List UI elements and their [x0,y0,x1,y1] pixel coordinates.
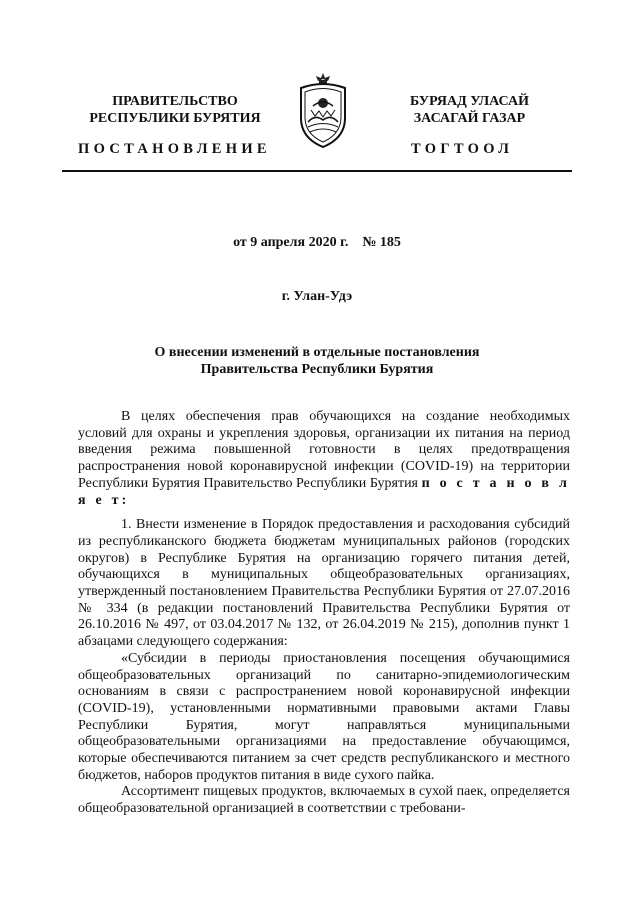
government-name-line1: ПРАВИТЕЛЬСТВО [112,94,238,109]
quoted-paragraph-2: Ассортимент пищевых продуктов, включаемых в сухой паек, определяется общеобразовательной организацией в соответствии с требовани- [78,784,570,817]
government-name-buryat-line2: ЗАСАГАЙ ГАЗАР [413,111,526,126]
document-date-number: от 9 апреля 2020 г. № 185 [233,235,401,250]
preamble-paragraph [78,409,570,509]
document-title-line2: Правительства Республики Бурятия [200,362,434,377]
header-divider [62,170,572,172]
preamble-text: В целях обеспечения прав обучающихся на создание необходимых условий для охраны и укрепления здоровья, организации их питания на период введения режима повышенной готовности в целях предотвращения распространения новой коронавирусной инфекции (COVID-19) на территории Республики Бурятия Правительство Республики Бурятия [78,409,570,491]
document-title [62,344,572,378]
government-name-line2: РЕСПУБЛИКИ БУРЯТИЯ [89,111,261,126]
coat-of-arms-icon [295,70,351,150]
document-city: г. Улан-Удэ [281,289,353,304]
document-body [78,409,570,818]
government-name-buryat-line1: БУРЯАД УЛАСАЙ [410,94,529,109]
item-1-paragraph: 1. Внести изменение в Порядок предоставления и расходования субсидий из республиканского бюджета бюджетам муниципальных районов (городских округов) в Республике Бурятия на организацию горячего питания детей, обучающихся в муниципальных общеобразовательных организациях, утвержденный постановлением Правительства Республики Бурятия от 27.07.2016 № 334 (в редакции постановлений Правительства Республики Бурятия от 26.10.2016 № 497, от 03.04.2017 № 132, от 26.04.2019 № 215), дополнив пункт 1 абзацами следующего содержания: [78,517,570,650]
document-type-buryat: ТОГТООЛ [411,141,514,157]
decree-word: п о с т а н о в л я е т: [78,475,570,508]
document-title-line1: О внесении изменений в отдельные постановления [154,345,480,360]
quoted-paragraph-1: «Субсидии в периоды приостановления посещения обучающимися общеобразовательных организаций по санитарно-эпидемиологическим основаниям в связи с распространением новой коронавирусной инфекции (COVID-19), установленными нормативными правовыми актами Главы Республики Бурятия, могут направляться муниципальными общеобразовательными организациями на предоставление обучающимся, которые обеспечиваются питанием за счет средств республиканского и местного бюджетов, наборов продуктов питания в виде сухого пайка. [78,650,570,783]
government-name-buryat [371,93,568,127]
government-name-russian [72,93,278,127]
document-type-russian: ПОСТАНОВЛЕНИЕ [78,141,271,157]
